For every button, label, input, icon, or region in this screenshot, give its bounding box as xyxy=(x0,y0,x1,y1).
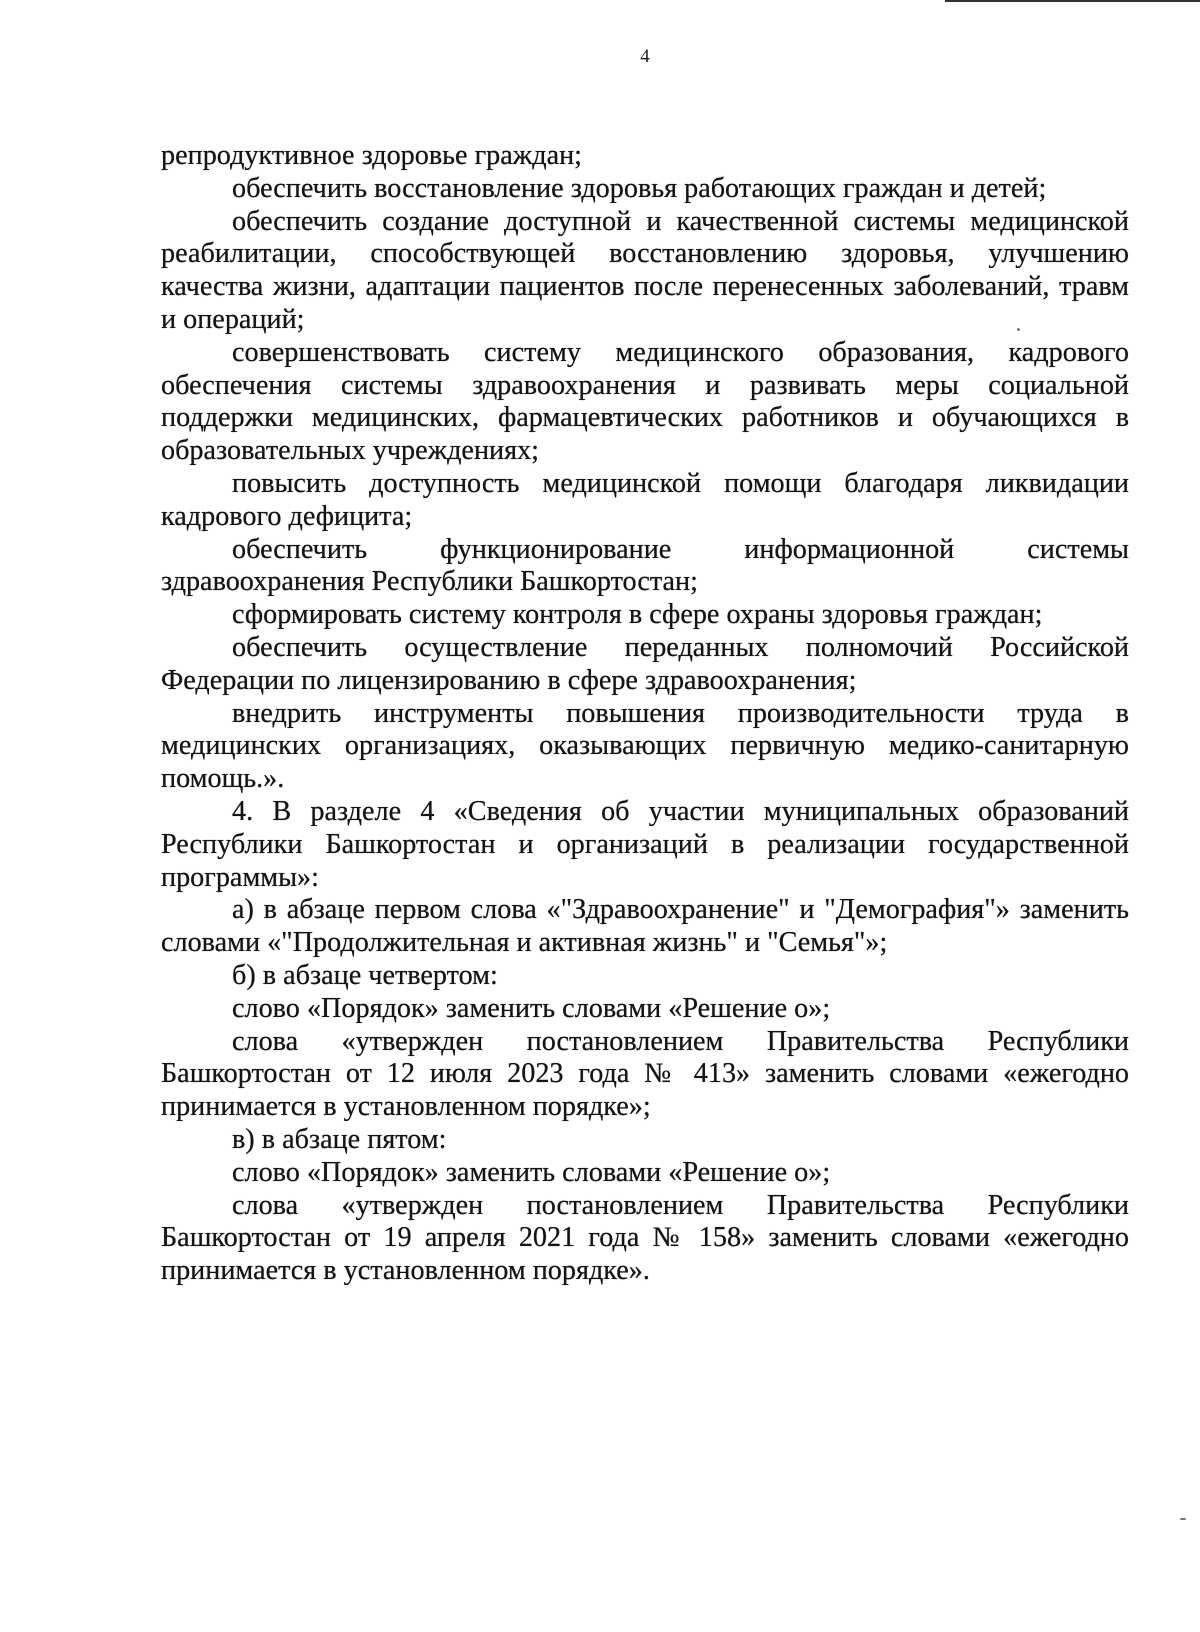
paragraph: повысить доступность медицинской помощи благодаря ликвидации кадрового дефицита; xyxy=(161,467,1129,532)
paragraph: 4. В разделе 4 «Сведения об участии муниципальных образований Республики Башкортостан и организаций в реализации государственной программы»: xyxy=(161,795,1129,893)
document-body xyxy=(161,140,1129,1288)
paragraph: слова «утвержден постановлением Правительства Республики Башкортостан от 19 апреля 2021 года № 158» заменить словами «ежегодно принимается в установленном порядке». xyxy=(161,1189,1129,1287)
paragraph: б) в абзаце четвертом: xyxy=(232,959,498,991)
paragraph: обеспечить создание доступной и качественной системы медицинской реабилитации, способствующей восстановлению здоровья, улучшению качества жизни, адаптации пациентов после перенесенных заболеваний, травм и операций; xyxy=(161,205,1129,335)
paragraph: внедрить инструменты повышения производительности труда в медицинских организациях, оказывающих первичную медико-санитарную помощь.». xyxy=(161,697,1129,795)
paragraph: обеспечить восстановление здоровья работающих граждан и детей; xyxy=(232,172,1047,204)
paragraph: слово «Порядок» заменить словами «Решение о»; xyxy=(232,1156,831,1188)
paragraph: слова «утвержден постановлением Правительства Республики Башкортостан от 12 июля 2023 года № 413» заменить словами «ежегодно принимается в установленном порядке»; xyxy=(161,1025,1129,1123)
page-number: 4 xyxy=(640,46,650,67)
paragraph: обеспечить осуществление переданных полномочий Российской Федерации по лицензированию в сфере здравоохранения; xyxy=(161,631,1129,696)
paragraph: а) в абзаце первом слова «"Здравоохранение" и "Демография"» заменить словами «"Продолжительная и активная жизнь" и "Семья"»; xyxy=(161,894,1129,959)
paragraph: слово «Порядок» заменить словами «Решение о»; xyxy=(232,992,831,1024)
scan-edge-line xyxy=(945,0,1200,2)
scan-speck xyxy=(1180,1518,1186,1520)
paragraph: обеспечить функционирование информационной системы здравоохранения Республики Башкортостан; xyxy=(161,533,1129,598)
paragraph: репродуктивное здоровье граждан; xyxy=(161,140,582,171)
paragraph: в) в абзаце пятом: xyxy=(232,1123,447,1155)
paragraph: совершенствовать систему медицинского образования, кадрового обеспечения системы здравоохранения и развивать меры социальной поддержки медицинских, фармацевтических работников и обучающихся в образовательных учреждениях; xyxy=(161,336,1129,467)
paragraph: сформировать систему контроля в сфере охраны здоровья граждан; xyxy=(232,599,1043,631)
